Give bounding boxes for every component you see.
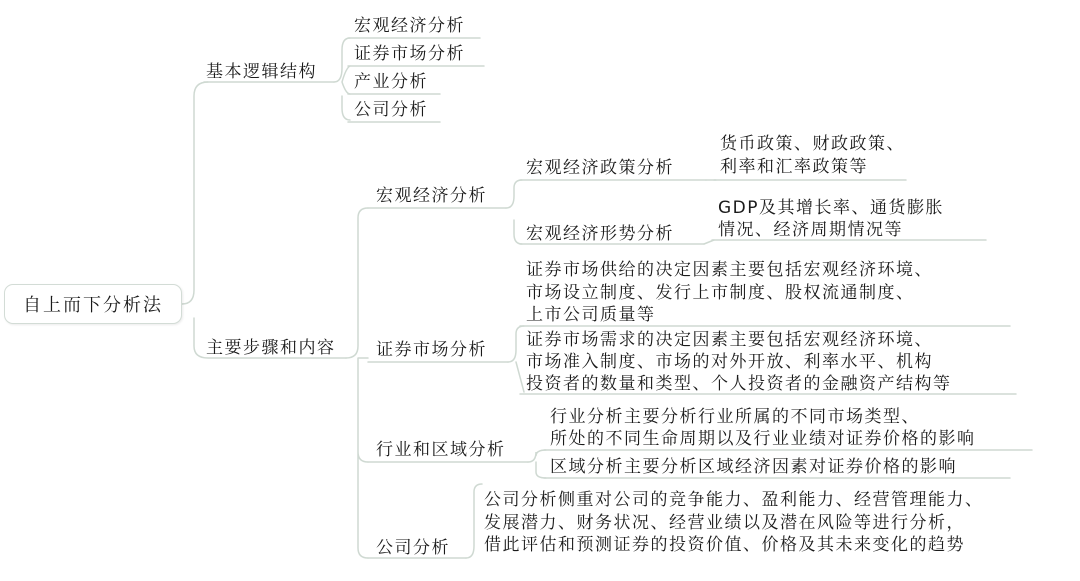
node-market[interactable]: 证券市场分析 (376, 340, 487, 360)
node-macro-situation[interactable]: 宏观经济形势分析 (526, 224, 674, 244)
supply-detail-line-3: 上市公司质量等 (526, 305, 656, 325)
connector-industry (528, 450, 546, 478)
policy-detail-line-2: 利率和汇率政策等 (720, 157, 868, 177)
policy-detail-line-1: 货币政策、财政政策、 (720, 134, 905, 154)
region-detail-line-1: 区域分析主要分析区域经济因素对证券价格的影响 (550, 457, 957, 477)
node-basic-macro[interactable]: 宏观经济分析 (354, 16, 465, 36)
node-basic-company[interactable]: 公司分析 (354, 100, 428, 120)
demand-detail-line-3: 投资者的数量和类型、个人投资者的金融资产结构等 (526, 374, 952, 394)
demand-detail-line-1: 证券市场需求的决定因素主要包括宏观经济环境、 (526, 330, 933, 350)
connector-company (466, 484, 482, 558)
company-detail-line-1: 公司分析侧重对公司的竞争能力、盈利能力、经营管理能力、 (484, 490, 984, 510)
node-basic-structure[interactable]: 基本逻辑结构 (206, 62, 317, 82)
connector-basic (334, 38, 350, 120)
node-macro-policy[interactable]: 宏观经济政策分析 (526, 158, 674, 178)
demand-detail-line-2: 市场准入制度、市场的对外开放、利率水平、机构 (526, 352, 933, 372)
root-node[interactable]: 自上而下分析法 (4, 284, 182, 324)
industry-detail-line-2: 所处的不同生命周期以及行业业绩对证券价格的影响 (550, 429, 976, 449)
node-basic-industry[interactable]: 产业分析 (354, 72, 428, 92)
connector-market (508, 326, 524, 392)
node-macro[interactable]: 宏观经济分析 (376, 186, 487, 206)
company-detail-line-2: 发展潜力、财务状况、经营业绩以及潜在风险等进行分析， (484, 513, 965, 533)
node-main-steps[interactable]: 主要步骤和内容 (206, 338, 336, 358)
node-basic-market[interactable]: 证券市场分析 (354, 44, 465, 64)
situation-detail-line-1: GDP及其增长率、通货膨胀 (718, 198, 945, 218)
supply-detail-line-1: 证券市场供给的决定因素主要包括宏观经济环境、 (526, 260, 933, 280)
connector-macro (506, 180, 522, 244)
supply-detail-line-2: 市场设立制度、发行上市制度、股权流通制度、 (526, 283, 915, 303)
connector-root (182, 82, 346, 358)
connector-steps (346, 208, 368, 558)
company-detail-line-3: 借此评估和预测证券的投资价值、价格及其未来变化的趋势 (484, 535, 965, 555)
industry-detail-line-1: 行业分析主要分析行业所属的不同市场类型、 (550, 407, 920, 427)
node-company[interactable]: 公司分析 (376, 538, 450, 558)
situation-detail-line-2: 情况、经济周期情况等 (718, 220, 903, 240)
node-industry[interactable]: 行业和区域分析 (376, 440, 506, 460)
